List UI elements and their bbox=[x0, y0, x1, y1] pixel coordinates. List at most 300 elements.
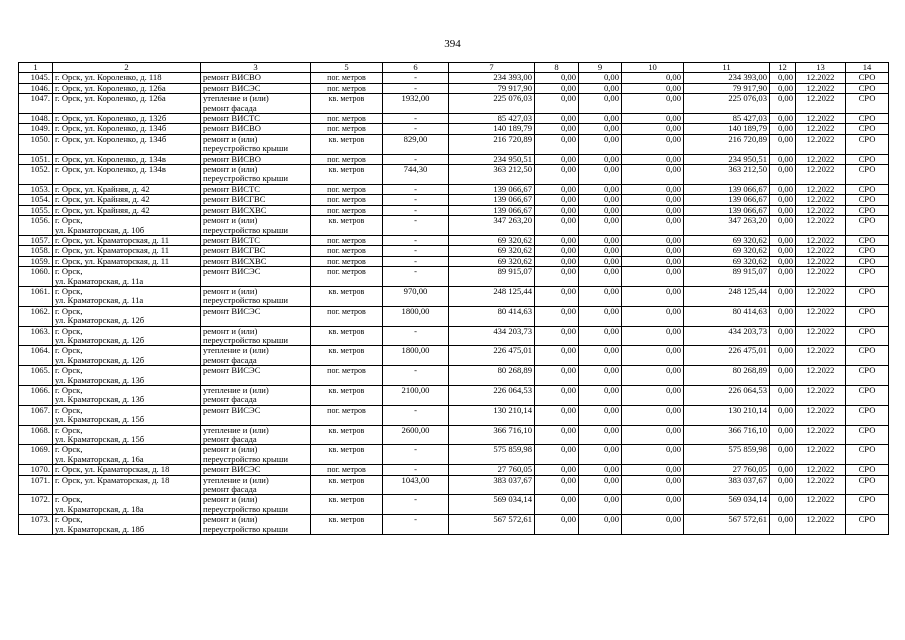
address-cell bbox=[53, 246, 201, 256]
row-number-cell: 1049. bbox=[19, 124, 53, 134]
volume-cell: 1932,00 bbox=[383, 94, 449, 114]
volume-cell: - bbox=[383, 246, 449, 256]
work-type-cell-line: ремонт ВИСЭС bbox=[203, 365, 261, 376]
address-cell-line: ул. Краматорская, д. 12б bbox=[55, 315, 145, 326]
unit-cell: кв. метров bbox=[311, 165, 383, 185]
deadline-cell: 12.2022 bbox=[796, 286, 846, 306]
work-type-cell-line: ремонт ВИСЭС bbox=[203, 306, 261, 316]
address-cell-line: г. Орск, ул. Короленко, д. 134б bbox=[55, 123, 167, 134]
cost-cell: 0,00 bbox=[535, 94, 579, 114]
work-type-cell-line: ремонт ВИСГВС bbox=[203, 245, 266, 256]
fund-cell: СРО bbox=[846, 235, 889, 245]
table-row bbox=[19, 134, 889, 154]
deadline-cell: 12.2022 bbox=[796, 256, 846, 266]
address-cell-line: ул. Краматорская, д. 11а bbox=[55, 275, 144, 286]
volume-cell: - bbox=[383, 114, 449, 124]
work-type-cell-line: ремонт и (или) bbox=[203, 134, 258, 144]
work-type-cell-line: ремонт ВИСХВС bbox=[203, 205, 267, 215]
work-type-cell-line: ремонт фасада bbox=[203, 434, 257, 445]
row-number-cell: 1058. bbox=[19, 246, 53, 256]
cost-cell: 0,00 bbox=[622, 246, 684, 256]
volume-cell: - bbox=[383, 124, 449, 134]
work-type-cell bbox=[201, 267, 311, 287]
table-row bbox=[19, 94, 889, 114]
row-number-cell: 1073. bbox=[19, 515, 53, 535]
cost-cell: 0,00 bbox=[622, 286, 684, 306]
volume-cell: - bbox=[383, 83, 449, 93]
cost-cell: 0,00 bbox=[770, 306, 796, 326]
address-cell-line: г. Орск, ул. Краматорская, д. 18 bbox=[55, 475, 170, 485]
deadline-cell: 12.2022 bbox=[796, 235, 846, 245]
cost-cell: 0,00 bbox=[622, 445, 684, 465]
cost-cell: 0,00 bbox=[535, 205, 579, 215]
total-cost-cell: 80 268,89 bbox=[449, 366, 535, 386]
deadline-cell: 12.2022 bbox=[796, 165, 846, 185]
total-cost-cell: 226 475,01 bbox=[449, 346, 535, 366]
total-cost-cell: 234 393,00 bbox=[449, 73, 535, 83]
address-cell bbox=[53, 515, 201, 535]
address-cell-line: г. Орск, ул. Краматорская, д. 11 bbox=[55, 245, 170, 256]
col-header: 10 bbox=[622, 63, 684, 73]
col-header: 3 bbox=[201, 63, 311, 73]
cost-cell: 0,00 bbox=[622, 405, 684, 425]
col-header: 2 bbox=[53, 63, 201, 73]
work-type-cell bbox=[201, 425, 311, 445]
volume-cell: - bbox=[383, 195, 449, 205]
unit-cell: кв. метров bbox=[311, 346, 383, 366]
cost-cell: 85 427,03 bbox=[684, 114, 770, 124]
volume-cell: - bbox=[383, 205, 449, 215]
cost-cell: 139 066,67 bbox=[684, 205, 770, 215]
cost-cell: 0,00 bbox=[622, 114, 684, 124]
unit-cell: кв. метров bbox=[311, 386, 383, 406]
cost-cell: 0,00 bbox=[535, 515, 579, 535]
cost-cell: 0,00 bbox=[622, 326, 684, 346]
address-cell-line: ул. Краматорская, д. 12б bbox=[55, 334, 145, 345]
fund-cell: СРО bbox=[846, 184, 889, 194]
cost-cell: 0,00 bbox=[770, 184, 796, 194]
address-cell-line: г. Орск, ул. Крайняя, д. 42 bbox=[55, 205, 150, 215]
cost-cell: 0,00 bbox=[535, 465, 579, 475]
col-header: 13 bbox=[796, 63, 846, 73]
address-cell bbox=[53, 154, 201, 164]
row-number-cell: 1046. bbox=[19, 83, 53, 93]
cost-cell: 0,00 bbox=[770, 246, 796, 256]
work-type-cell-line: ремонт ВИСЭС bbox=[203, 405, 261, 415]
unit-cell: пог. метров bbox=[311, 184, 383, 194]
volume-cell: - bbox=[383, 73, 449, 83]
work-type-cell bbox=[201, 205, 311, 215]
cost-cell: 0,00 bbox=[579, 286, 622, 306]
work-type-cell bbox=[201, 465, 311, 475]
deadline-cell: 12.2022 bbox=[796, 366, 846, 386]
unit-cell: пог. метров bbox=[311, 114, 383, 124]
cost-cell: 0,00 bbox=[535, 114, 579, 124]
fund-cell: СРО bbox=[846, 306, 889, 326]
cost-cell: 575 859,98 bbox=[684, 445, 770, 465]
address-cell-line: г. Орск, bbox=[55, 306, 83, 316]
cost-cell: 0,00 bbox=[770, 134, 796, 154]
total-cost-cell: 216 720,89 bbox=[449, 134, 535, 154]
cost-cell: 69 320,62 bbox=[684, 256, 770, 266]
table-row bbox=[19, 405, 889, 425]
address-cell-line: ул. Краматорская, д. 12б bbox=[55, 354, 145, 365]
fund-cell: СРО bbox=[846, 246, 889, 256]
volume-cell: - bbox=[383, 235, 449, 245]
table-row bbox=[19, 184, 889, 194]
total-cost-cell: 234 950,51 bbox=[449, 154, 535, 164]
address-cell bbox=[53, 83, 201, 93]
volume-cell: - bbox=[383, 445, 449, 465]
column-number-row bbox=[19, 63, 889, 73]
cost-cell: 0,00 bbox=[535, 124, 579, 134]
cost-cell: 0,00 bbox=[770, 154, 796, 164]
volume-cell: - bbox=[383, 465, 449, 475]
address-cell-line: г. Орск, bbox=[55, 425, 83, 435]
deadline-cell: 12.2022 bbox=[796, 267, 846, 287]
col-header: 7 bbox=[449, 63, 535, 73]
cost-cell: 0,00 bbox=[579, 445, 622, 465]
table-row bbox=[19, 235, 889, 245]
address-cell bbox=[53, 205, 201, 215]
row-number-cell: 1071. bbox=[19, 475, 53, 495]
total-cost-cell: 79 917,90 bbox=[449, 83, 535, 93]
unit-cell: пог. метров bbox=[311, 83, 383, 93]
volume-cell: - bbox=[383, 216, 449, 236]
unit-cell: кв. метров bbox=[311, 475, 383, 495]
work-type-cell bbox=[201, 475, 311, 495]
address-cell-line: ул. Краматорская, д. 18б bbox=[55, 523, 145, 534]
cost-cell: 0,00 bbox=[770, 515, 796, 535]
fund-cell: СРО bbox=[846, 346, 889, 366]
work-type-cell-line: переустройство крыши bbox=[203, 224, 288, 235]
cost-cell: 0,00 bbox=[622, 216, 684, 236]
work-type-cell-line: утепление и (или) bbox=[203, 425, 269, 435]
work-type-cell bbox=[201, 184, 311, 194]
table-row bbox=[19, 286, 889, 306]
total-cost-cell: 27 760,05 bbox=[449, 465, 535, 475]
cost-cell: 0,00 bbox=[622, 425, 684, 445]
unit-cell: пог. метров bbox=[311, 246, 383, 256]
unit-cell: пог. метров bbox=[311, 235, 383, 245]
volume-cell: 1800,00 bbox=[383, 346, 449, 366]
address-cell bbox=[53, 256, 201, 266]
table-row bbox=[19, 495, 889, 515]
work-type-cell-line: ремонт и (или) bbox=[203, 215, 258, 226]
unit-cell: кв. метров bbox=[311, 134, 383, 154]
work-type-cell bbox=[201, 286, 311, 306]
address-cell bbox=[53, 425, 201, 445]
row-number-cell: 1069. bbox=[19, 445, 53, 465]
total-cost-cell: 139 066,67 bbox=[449, 205, 535, 215]
address-cell-line: г. Орск, bbox=[55, 494, 83, 505]
unit-cell: пог. метров bbox=[311, 256, 383, 266]
cost-cell: 0,00 bbox=[535, 235, 579, 245]
cost-cell: 0,00 bbox=[770, 124, 796, 134]
address-cell-line: ул. Краматорская, д. 18а bbox=[55, 503, 144, 514]
address-cell bbox=[53, 216, 201, 236]
cost-cell: 0,00 bbox=[535, 83, 579, 93]
row-number-cell: 1068. bbox=[19, 425, 53, 445]
cost-cell: 347 263,20 bbox=[684, 216, 770, 236]
cost-cell: 69 320,62 bbox=[684, 246, 770, 256]
total-cost-cell: 226 064,53 bbox=[449, 386, 535, 406]
unit-cell: кв. метров bbox=[311, 94, 383, 114]
cost-cell: 0,00 bbox=[579, 134, 622, 154]
address-cell-line: г. Орск, bbox=[55, 514, 83, 525]
address-cell bbox=[53, 386, 201, 406]
row-number-cell: 1052. bbox=[19, 165, 53, 185]
cost-cell: 0,00 bbox=[622, 94, 684, 114]
cost-cell: 0,00 bbox=[622, 184, 684, 194]
work-type-cell-line: ремонт ВИСЭС bbox=[203, 464, 261, 475]
address-cell-line: г. Орск, ул. Краматорская, д. 18 bbox=[55, 464, 170, 475]
fund-cell: СРО bbox=[846, 124, 889, 134]
total-cost-cell: 139 066,67 bbox=[449, 195, 535, 205]
work-type-cell bbox=[201, 386, 311, 406]
address-cell-line: г. Орск, ул. Короленко, д. 134в bbox=[55, 164, 166, 175]
cost-cell: 363 212,50 bbox=[684, 165, 770, 185]
cost-cell: 0,00 bbox=[622, 154, 684, 164]
cost-cell: 0,00 bbox=[770, 216, 796, 236]
unit-cell: пог. метров bbox=[311, 366, 383, 386]
work-type-cell bbox=[201, 346, 311, 366]
work-type-cell-line: ремонт и (или) bbox=[203, 326, 258, 336]
col-header: 1 bbox=[19, 63, 53, 73]
col-header: 8 bbox=[535, 63, 579, 73]
deadline-cell: 12.2022 bbox=[796, 124, 846, 134]
cost-cell: 0,00 bbox=[622, 205, 684, 215]
address-cell bbox=[53, 267, 201, 287]
address-cell bbox=[53, 134, 201, 154]
cost-cell: 0,00 bbox=[579, 216, 622, 236]
cost-cell: 0,00 bbox=[622, 124, 684, 134]
address-cell-line: г. Орск, bbox=[55, 385, 83, 395]
deadline-cell: 12.2022 bbox=[796, 475, 846, 495]
cost-cell: 366 716,10 bbox=[684, 425, 770, 445]
address-cell bbox=[53, 165, 201, 185]
address-cell bbox=[53, 465, 201, 475]
address-cell-line: ул. Краматорская, д. 13б bbox=[55, 374, 145, 385]
row-number-cell: 1064. bbox=[19, 346, 53, 366]
col-header: 12 bbox=[770, 63, 796, 73]
cost-cell: 0,00 bbox=[622, 195, 684, 205]
cost-cell: 0,00 bbox=[535, 165, 579, 185]
work-type-cell-line: ремонт ВИСТС bbox=[203, 235, 261, 245]
col-header: 14 bbox=[846, 63, 889, 73]
row-number-cell: 1051. bbox=[19, 154, 53, 164]
work-type-cell-line: переустройство крыши bbox=[203, 173, 288, 184]
cost-cell: 0,00 bbox=[622, 306, 684, 326]
table-row bbox=[19, 114, 889, 124]
deadline-cell: 12.2022 bbox=[796, 386, 846, 406]
cost-cell: 139 066,67 bbox=[684, 184, 770, 194]
deadline-cell: 12.2022 bbox=[796, 73, 846, 83]
fund-cell: СРО bbox=[846, 515, 889, 535]
cost-cell: 0,00 bbox=[535, 256, 579, 266]
cost-cell: 0,00 bbox=[579, 405, 622, 425]
cost-cell: 0,00 bbox=[770, 73, 796, 83]
table-row bbox=[19, 73, 889, 83]
cost-cell: 0,00 bbox=[579, 195, 622, 205]
cost-cell: 0,00 bbox=[535, 246, 579, 256]
cost-cell: 130 210,14 bbox=[684, 405, 770, 425]
table-row bbox=[19, 256, 889, 266]
table-row bbox=[19, 154, 889, 164]
deadline-cell: 12.2022 bbox=[796, 425, 846, 445]
fund-cell: СРО bbox=[846, 405, 889, 425]
address-cell bbox=[53, 495, 201, 515]
fund-cell: СРО bbox=[846, 114, 889, 124]
cost-cell: 0,00 bbox=[579, 326, 622, 346]
table-row bbox=[19, 267, 889, 287]
volume-cell: 1800,00 bbox=[383, 306, 449, 326]
address-cell-line: г. Орск, ул. Короленко, д. 126а bbox=[55, 93, 166, 104]
address-cell bbox=[53, 346, 201, 366]
work-type-cell-line: ремонт ВИСЭС bbox=[203, 83, 261, 93]
cost-cell: 0,00 bbox=[622, 165, 684, 185]
work-type-cell-line: ремонт ВИСВО bbox=[203, 123, 261, 134]
table-row bbox=[19, 326, 889, 346]
total-cost-cell: 434 203,73 bbox=[449, 326, 535, 346]
fund-cell: СРО bbox=[846, 386, 889, 406]
table-row bbox=[19, 195, 889, 205]
cost-cell: 0,00 bbox=[770, 425, 796, 445]
work-type-cell-line: ремонт ВИСТС bbox=[203, 113, 261, 124]
deadline-cell: 12.2022 bbox=[796, 495, 846, 515]
cost-cell: 0,00 bbox=[770, 386, 796, 406]
work-type-cell-line: ремонт и (или) bbox=[203, 164, 258, 175]
cost-cell: 225 076,03 bbox=[684, 94, 770, 114]
cost-cell: 0,00 bbox=[770, 114, 796, 124]
address-cell-line: г. Орск, bbox=[55, 266, 83, 277]
address-cell bbox=[53, 195, 201, 205]
fund-cell: СРО bbox=[846, 154, 889, 164]
cost-cell: 569 034,14 bbox=[684, 495, 770, 515]
volume-cell: - bbox=[383, 366, 449, 386]
cost-cell: 0,00 bbox=[579, 73, 622, 83]
table-row bbox=[19, 366, 889, 386]
work-type-cell bbox=[201, 246, 311, 256]
unit-cell: пог. метров bbox=[311, 405, 383, 425]
unit-cell: пог. метров bbox=[311, 73, 383, 83]
cost-cell: 0,00 bbox=[770, 495, 796, 515]
total-cost-cell: 69 320,62 bbox=[449, 256, 535, 266]
total-cost-cell: 567 572,61 bbox=[449, 515, 535, 535]
volume-cell: 2100,00 bbox=[383, 386, 449, 406]
work-type-cell bbox=[201, 154, 311, 164]
address-cell-line: г. Орск, bbox=[55, 405, 83, 415]
row-number-cell: 1055. bbox=[19, 205, 53, 215]
table-row bbox=[19, 306, 889, 326]
row-number-cell: 1062. bbox=[19, 306, 53, 326]
total-cost-cell: 130 210,14 bbox=[449, 405, 535, 425]
work-type-cell bbox=[201, 216, 311, 236]
work-type-cell bbox=[201, 495, 311, 515]
cost-cell: 0,00 bbox=[622, 366, 684, 386]
fund-cell: СРО bbox=[846, 73, 889, 83]
cost-cell: 0,00 bbox=[622, 515, 684, 535]
work-type-cell bbox=[201, 366, 311, 386]
work-type-cell bbox=[201, 94, 311, 114]
cost-cell: 0,00 bbox=[579, 246, 622, 256]
total-cost-cell: 140 189,79 bbox=[449, 124, 535, 134]
cost-cell: 0,00 bbox=[579, 184, 622, 194]
row-number-cell: 1060. bbox=[19, 267, 53, 287]
address-cell-line: г. Орск, ул. Краматорская, д. 11 bbox=[55, 235, 170, 245]
address-cell-line: г. Орск, ул. Короленко, д. 134в bbox=[55, 154, 166, 164]
total-cost-cell: 89 915,07 bbox=[449, 267, 535, 287]
work-type-cell-line: переустройство крыши bbox=[203, 334, 288, 345]
total-cost-cell: 366 716,10 bbox=[449, 425, 535, 445]
address-cell-line: г. Орск, ул. Крайняя, д. 42 bbox=[55, 184, 150, 194]
cost-cell: 0,00 bbox=[579, 154, 622, 164]
cost-cell: 79 917,90 bbox=[684, 83, 770, 93]
deadline-cell: 12.2022 bbox=[796, 465, 846, 475]
work-type-cell bbox=[201, 73, 311, 83]
repair-schedule-table bbox=[18, 62, 889, 535]
address-cell-line: г. Орск, ул. Короленко, д. 132б bbox=[55, 113, 167, 124]
deadline-cell: 12.2022 bbox=[796, 246, 846, 256]
cost-cell: 0,00 bbox=[770, 205, 796, 215]
work-type-cell-line: переустройство крыши bbox=[203, 503, 288, 514]
work-type-cell-line: переустройство крыши bbox=[203, 453, 288, 464]
cost-cell: 0,00 bbox=[770, 165, 796, 185]
volume-cell: 1043,00 bbox=[383, 475, 449, 495]
volume-cell: 2600,00 bbox=[383, 425, 449, 445]
address-cell bbox=[53, 235, 201, 245]
work-type-cell-line: ремонт ВИСВО bbox=[203, 72, 261, 83]
deadline-cell: 12.2022 bbox=[796, 134, 846, 154]
volume-cell: - bbox=[383, 495, 449, 515]
address-cell-line: ул. Краматорская, д. 16а bbox=[55, 453, 144, 464]
fund-cell: СРО bbox=[846, 475, 889, 495]
unit-cell: кв. метров bbox=[311, 326, 383, 346]
cost-cell: 234 393,00 bbox=[684, 73, 770, 83]
cost-cell: 0,00 bbox=[622, 235, 684, 245]
total-cost-cell: 225 076,03 bbox=[449, 94, 535, 114]
total-cost-cell: 347 263,20 bbox=[449, 216, 535, 236]
address-cell bbox=[53, 405, 201, 425]
address-cell bbox=[53, 124, 201, 134]
total-cost-cell: 80 414,63 bbox=[449, 306, 535, 326]
address-cell-line: ул. Краматорская, д. 13б bbox=[55, 394, 145, 405]
cost-cell: 226 064,53 bbox=[684, 386, 770, 406]
work-type-cell-line: ремонт ВИСГВС bbox=[203, 194, 266, 205]
address-cell-line: г. Орск, ул. Крайняя, д. 42 bbox=[55, 194, 150, 205]
fund-cell: СРО bbox=[846, 286, 889, 306]
cost-cell: 0,00 bbox=[579, 386, 622, 406]
work-type-cell bbox=[201, 134, 311, 154]
address-cell-line: г. Орск, bbox=[55, 326, 83, 336]
work-type-cell-line: ремонт фасада bbox=[203, 354, 257, 365]
row-number-cell: 1050. bbox=[19, 134, 53, 154]
cost-cell: 434 203,73 bbox=[684, 326, 770, 346]
address-cell bbox=[53, 286, 201, 306]
fund-cell: СРО bbox=[846, 267, 889, 287]
col-header: 5 bbox=[311, 63, 383, 73]
total-cost-cell: 69 320,62 bbox=[449, 235, 535, 245]
address-cell bbox=[53, 184, 201, 194]
unit-cell: пог. метров bbox=[311, 267, 383, 287]
cost-cell: 0,00 bbox=[579, 475, 622, 495]
cost-cell: 0,00 bbox=[622, 73, 684, 83]
table-row bbox=[19, 83, 889, 93]
fund-cell: СРО bbox=[846, 495, 889, 515]
cost-cell: 0,00 bbox=[579, 366, 622, 386]
work-type-cell-line: переустройство крыши bbox=[203, 143, 288, 154]
table-row bbox=[19, 205, 889, 215]
